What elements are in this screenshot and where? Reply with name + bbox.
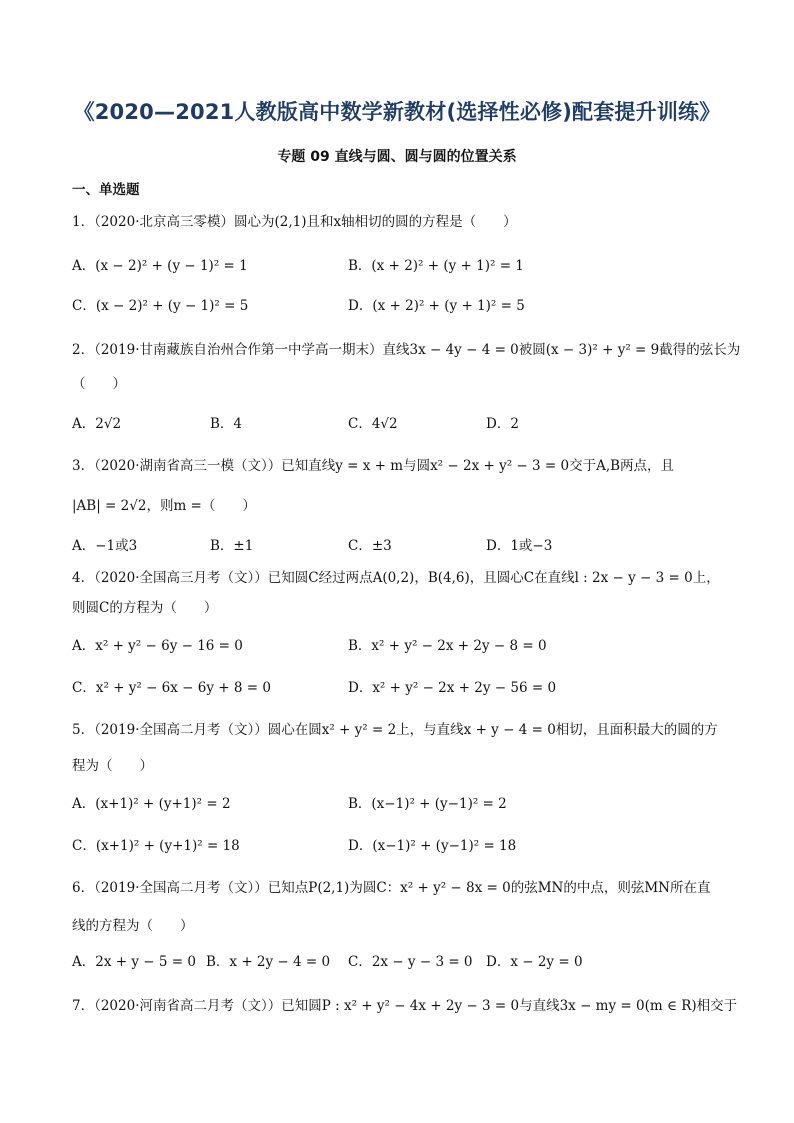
question-4-option-a: A．x² + y² − 6y − 16 = 0 xyxy=(72,638,243,654)
question-2-option-b: B．4 xyxy=(210,416,243,432)
question-1-stem: 1．（2020·北京高三零模）圆心为(2,1)且和x轴相切的圆的方程是（ ） xyxy=(72,214,517,230)
question-6-option-d: D．x − 2y = 0 xyxy=(486,954,583,970)
question-1-option-b: B．(x + 2)² + (y + 1)² = 1 xyxy=(348,258,524,274)
question-4-stem-line-1: 4．（2020·全国高三月考（文））已知圆C经过两点A(0,2)，B(4,6)，且圆心C在直线l : 2x − y − 3 = 0上， xyxy=(72,570,720,586)
question-6-option-a: A．2x + y − 5 = 0 xyxy=(72,954,196,970)
question-4-option-b: B．x² + y² − 2x + 2y − 8 = 0 xyxy=(348,638,547,654)
topic-subtitle: 专题 09 直线与圆、圆与圆的位置关系 xyxy=(277,149,517,165)
question-2-stem-line-2: （ ） xyxy=(72,376,126,392)
question-5-option-b: B．(x−1)² + (y−1)² = 2 xyxy=(348,796,507,812)
question-2-option-c: C．4√2 xyxy=(348,416,398,432)
section-heading: 一、单选题 xyxy=(72,182,140,198)
question-1-option-a: A．(x − 2)² + (y − 1)² = 1 xyxy=(72,258,248,274)
question-4-option-d: D．x² + y² − 2x + 2y − 56 = 0 xyxy=(348,680,557,696)
question-1-option-c: C．(x − 2)² + (y − 1)² = 5 xyxy=(72,298,249,314)
question-5-option-c: C．(x+1)² + (y+1)² = 18 xyxy=(72,838,240,854)
question-3-option-c: C．±3 xyxy=(348,538,392,554)
question-3-option-b: B．±1 xyxy=(210,538,254,554)
question-5-stem-line-1: 5．（2019·全国高二月考（文））圆心在圆x² + y² = 2上，与直线x + y − 4 = 0相切，且面积最大的圆的方 xyxy=(72,722,718,738)
question-2-option-a: A．2√2 xyxy=(72,416,122,432)
question-5-option-a: A．(x+1)² + (y+1)² = 2 xyxy=(72,796,231,812)
question-6-stem-line-2: 线的方程为（ ） xyxy=(72,918,194,934)
question-3-option-d: D．1或−3 xyxy=(486,538,553,554)
question-4-stem-line-2: 则圆C的方程为（ ） xyxy=(72,600,218,616)
question-5-stem-line-2: 程为（ ） xyxy=(72,758,153,774)
document-title: 《2020—2021人教版高中数学新教材(选择性必修)配套提升训练》 xyxy=(73,100,721,124)
question-5-option-d: D．(x−1)² + (y−1)² = 18 xyxy=(348,838,517,854)
question-3-stem-line-1: 3．（2020·湖南省高三一模（文））已知直线y = x + m与圆x² − 2x + y² − 3 = 0交于A,B两点，且 xyxy=(72,458,675,474)
question-7-stem-line-1: 7．（2020·河南省高二月考（文））已知圆P : x² + y² − 4x + 2y − 3 = 0与直线3x − my = 0(m ∈ R)相交于 xyxy=(72,998,738,1014)
question-2-stem-line-1: 2．（2019·甘南藏族自治州合作第一中学高一期末）直线3x − 4y − 4 = 0被圆(x − 3)² + y² = 9截得的弦长为 xyxy=(72,342,741,358)
question-2-option-d: D．2 xyxy=(486,416,519,432)
question-6-option-b: B．x + 2y − 4 = 0 xyxy=(206,954,331,970)
question-1-option-d: D．(x + 2)² + (y + 1)² = 5 xyxy=(348,298,525,314)
question-3-option-a: A．−1或3 xyxy=(72,538,138,554)
question-3-stem-line-2: |AB| = 2√2，则m =（ ） xyxy=(72,498,256,514)
question-6-stem-line-1: 6．（2019·全国高二月考（文））已知点P(2,1)为圆C：x² + y² − 8x = 0的弦MN的中点，则弦MN所在直 xyxy=(72,880,711,896)
question-4-option-c: C．x² + y² − 6x − 6y + 8 = 0 xyxy=(72,680,271,696)
question-6-option-c: C．2x − y − 3 = 0 xyxy=(348,954,473,970)
